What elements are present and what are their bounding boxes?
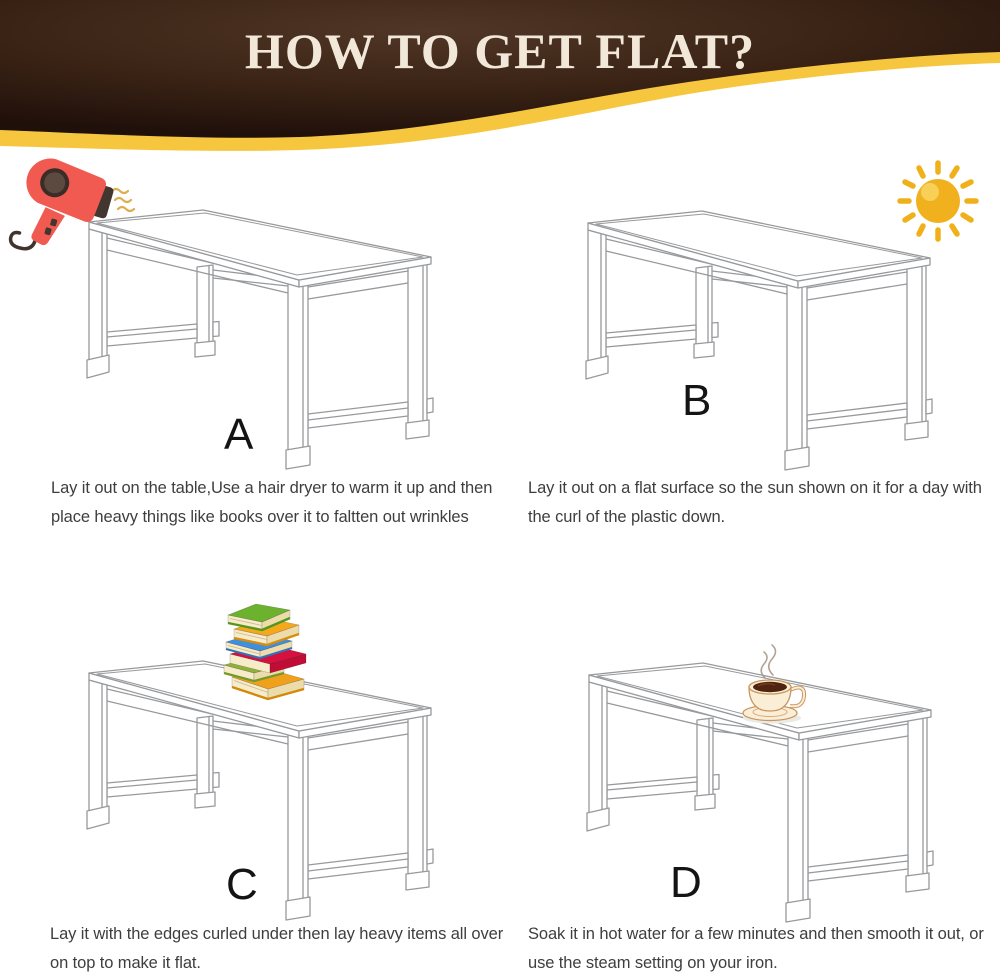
panel-label-c: C bbox=[226, 860, 258, 910]
table-sketch bbox=[584, 209, 934, 479]
page-title: HOW TO GET FLAT? bbox=[0, 22, 1000, 80]
coffee-cup-icon bbox=[722, 640, 822, 730]
caption-a bbox=[51, 474, 516, 531]
caption-d-line-1: Soak it in hot water for a few minutes and then smooth it out, or bbox=[528, 920, 993, 949]
caption-c-line-1: Lay it with the edges curled under then lay heavy items all over bbox=[50, 920, 515, 949]
caption-b bbox=[528, 474, 993, 531]
hair-dryer-icon bbox=[8, 158, 143, 258]
caption-b-line-1: Lay it out on a flat surface so the sun shown on it for a day with bbox=[528, 474, 993, 503]
caption-a-line-1: Lay it out on the table,Use a hair dryer to warm it up and then bbox=[51, 474, 516, 503]
sun-icon bbox=[888, 155, 988, 251]
caption-a-line-2: place heavy things like books over it to faltten out wrinkles bbox=[51, 503, 516, 532]
caption-d-line-2: use the steam setting on your iron. bbox=[528, 949, 993, 977]
panel-label-a: A bbox=[224, 410, 253, 460]
caption-c-line-2: on top to make it flat. bbox=[50, 949, 515, 977]
caption-b-line-2: the curl of the plastic down. bbox=[528, 503, 993, 532]
caption-d bbox=[528, 920, 993, 977]
panel-label-b: B bbox=[682, 376, 711, 426]
caption-c bbox=[50, 920, 515, 977]
books-icon bbox=[220, 599, 310, 713]
panel-label-d: D bbox=[670, 858, 702, 908]
